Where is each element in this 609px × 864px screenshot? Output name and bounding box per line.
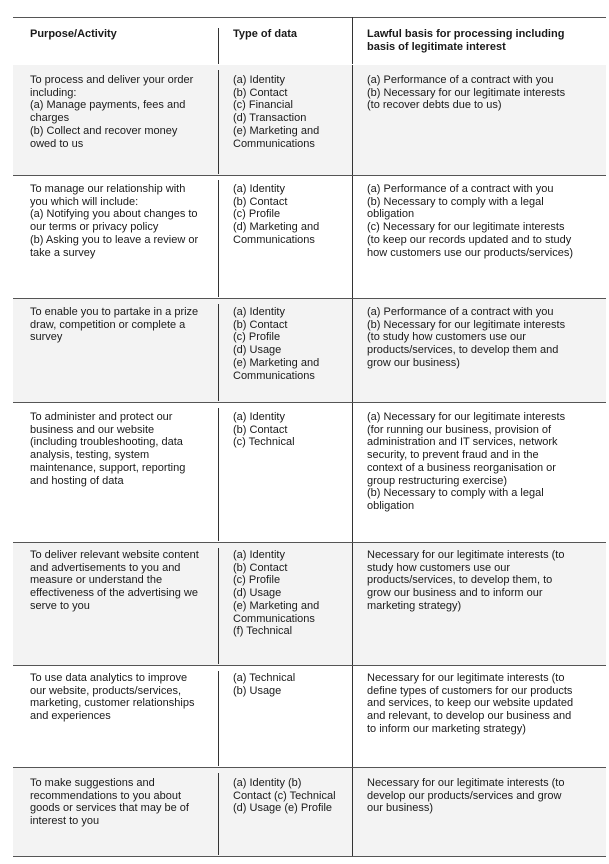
table-row (13, 176, 606, 299)
column-divider (352, 403, 353, 542)
type-cell: (a) Identity (b) Contact (c) Profile (d) Usage (e) Marketing and Communications (f) Technical (233, 549, 320, 638)
header-row (13, 17, 606, 66)
column-divider (218, 28, 219, 64)
column-divider (352, 543, 353, 665)
column-divider (218, 773, 219, 855)
basis-cell: (a) Performance of a contract with you (b) Necessary for our legitimate interests (to recover debts due to us) (367, 74, 566, 112)
column-divider (352, 299, 353, 402)
purpose-cell: To process and deliver your order including: (a) Manage payments, fees and charges (b) Collect and recover money owed to us (30, 74, 194, 150)
type-cell: (a) Technical (b) Usage (233, 672, 296, 697)
column-divider (352, 17, 353, 64)
purpose-cell: To make suggestions and recommendations to you about goods or services that may be of interest to you (30, 777, 189, 828)
column-divider (218, 70, 219, 174)
purpose-cell: To administer and protect our business and our website (including troubleshooting, data analysis, testing, system maintenance, support, reporting and hosting of data (30, 411, 186, 487)
table-row (13, 299, 606, 403)
type-cell: (a) Identity (b) Contact (c) Technical (d) Usage (e) Profile (233, 777, 336, 815)
table-row (13, 768, 606, 857)
basis-cell: (a) Performance of a contract with you (b) Necessary to comply with a legal obligation (c) Necessary for our legitimate interests (to keep our records updated and to study how customers use our products/services) (367, 183, 574, 259)
column-divider (352, 768, 353, 856)
column-divider (218, 304, 219, 401)
type-cell: (a) Identity (b) Contact (c) Financial (d) Transaction (e) Marketing and Communications (233, 74, 320, 150)
basis-cell: Necessary for our legitimate interests (to develop our products/services and grow our business) (367, 777, 565, 815)
column-divider (352, 176, 353, 298)
basis-cell: Necessary for our legitimate interests (to study how customers use our products/services, to develop them, to grow our business and to inform our marketing strategy) (367, 549, 565, 612)
table-row (13, 403, 606, 543)
column-divider (218, 408, 219, 541)
header-type-of-data: Type of data (233, 28, 297, 40)
basis-cell: Necessary for our legitimate interests (to define types of customers for our products and services, to keep our website updated and relevant, to develop our business and to inform our marketing strategy) (367, 672, 574, 735)
table-row (13, 543, 606, 666)
basis-cell: (a) Necessary for our legitimate interests (for running our business, provision of administration and IT services, network security, to prevent fraud and in the context of a business reorganisation or group restructuring exercise) (b) Necessary to comply with a legal obligation (367, 411, 566, 512)
purpose-cell: To enable you to partake in a prize draw, competition or complete a survey (30, 306, 199, 344)
header-purpose: Purpose/Activity (30, 28, 117, 40)
purpose-cell: To deliver relevant website content and advertisements to you and measure or understand the effectiveness of the advertising we serve to you (30, 549, 199, 612)
purpose-cell: To use data analytics to improve our website, products/services, marketing, customer relationships and experiences (30, 672, 195, 723)
column-divider (218, 548, 219, 664)
column-divider (352, 65, 353, 175)
type-cell: (a) Identity (b) Contact (c) Profile (d) Usage (e) Marketing and Communications (233, 306, 320, 382)
type-cell: (a) Identity (b) Contact (c) Profile (d) Marketing and Communications (233, 183, 320, 246)
table-row (13, 666, 606, 768)
table-row (13, 65, 606, 176)
type-cell: (a) Identity (b) Contact (c) Technical (233, 411, 295, 449)
header-lawful-basis: Lawful basis for processing including basis of legitimate interest (367, 28, 565, 53)
column-divider (218, 180, 219, 297)
column-divider (352, 666, 353, 767)
basis-cell: (a) Performance of a contract with you (b) Necessary for our legitimate interests (to study how customers use our products/services, to develop them and grow our business) (367, 306, 566, 369)
purpose-cell: To manage our relationship with you which will include: (a) Notifying you about changes to our terms or privacy policy (b) Asking you to leave a review or take a survey (30, 183, 199, 259)
column-divider (218, 671, 219, 766)
